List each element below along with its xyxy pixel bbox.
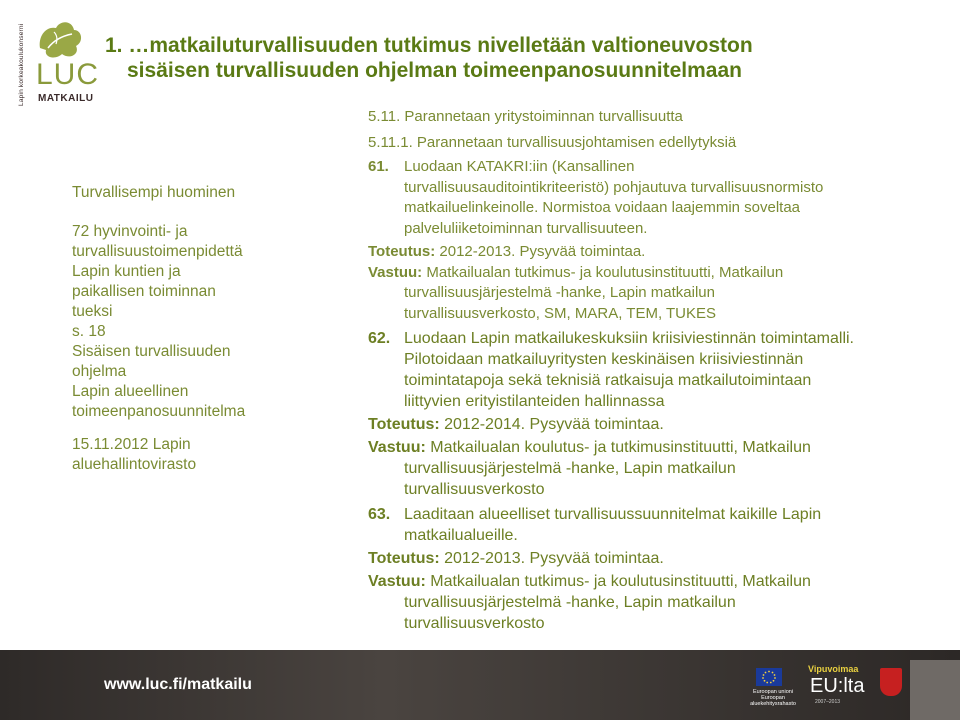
measure-text: Luodaan Lapin matkailukeskuksiin kriisiviestinnän toimintamalli.	[404, 330, 854, 347]
toteutus-label: Toteutus:	[368, 550, 440, 567]
toteutus-text: 2012-2014. Pysyvää toimintaa.	[439, 416, 664, 433]
sidebar-line: Lapin alueellinen	[72, 383, 189, 400]
eu-flag-icon	[756, 668, 782, 686]
toteutus-text: 2012-2013. Pysyvää toimintaa.	[439, 550, 664, 567]
measure-62	[368, 328, 928, 500]
measure-text: matkailualueille.	[404, 527, 518, 544]
logo-brand: LUC	[36, 58, 100, 91]
toteutus-label: Toteutus:	[368, 416, 440, 433]
vipuvoimaa-label: Vipuvoimaa	[808, 664, 859, 674]
toteutus-line	[368, 414, 928, 435]
vastuu-text: turvallisuusverkosto	[404, 481, 545, 498]
vastuu-text: turvallisuusverkosto	[404, 615, 545, 632]
vastuu-line	[368, 437, 928, 458]
sidebar-block-a	[72, 222, 277, 342]
toteutus-line	[368, 548, 928, 569]
sidebar	[72, 183, 277, 475]
sidebar-block-b	[72, 342, 277, 382]
sidebar-heading: Turvallisempi huominen	[72, 184, 236, 201]
vastuu-text: Matkailualan tutkimus- ja koulutusinstituutti, Matkailun	[425, 573, 811, 590]
vastuu-line	[368, 571, 928, 592]
measure-text: toimintatapoja sekä teknisiä ratkaisuja matkailutoimintaan	[404, 372, 812, 389]
measure-text: liittyvien erityistilanteiden hallinnassa	[404, 393, 665, 410]
eu-text: Euroopan unioni Euroopan aluekehitysrahasto	[750, 689, 796, 707]
measure-text: Pilotoidaan matkailuyritysten keskinäisen kriisiviestinnän	[404, 351, 804, 368]
vastuu-label: Vastuu:	[368, 439, 426, 456]
logo-vertical-text: Lapin korkeakoulukonserni	[18, 23, 25, 106]
measure-61	[368, 157, 928, 324]
coat-of-arms-icon	[880, 668, 902, 696]
toteutus-line	[368, 242, 928, 263]
luc-logo	[0, 0, 100, 120]
vastuu-text: Matkailualan tutkimus- ja koulutusinstituutti, Matkailun	[422, 263, 784, 281]
vastuu-text: turvallisuusverkosto, SM, MARA, TEM, TUKES	[404, 304, 717, 322]
title-line-2: sisäisen turvallisuuden ohjelman toimeenpanosuunnitelmaan	[127, 59, 742, 82]
sidebar-line: aluehallintovirasto	[72, 456, 197, 473]
title-line-1: 1. …matkailuturvallisuuden tutkimus nivelletään valtioneuvoston	[105, 34, 753, 57]
leaf-icon	[34, 18, 84, 62]
toteutus-text: 2012-2013. Pysyvää toimintaa.	[435, 243, 646, 260]
sidebar-line: s. 18	[72, 323, 106, 340]
vastuu-text: turvallisuusjärjestelmä -hanke, Lapin matkailun	[404, 594, 736, 611]
logo-sub: MATKAILU	[38, 93, 94, 104]
measure-number: 63.	[368, 506, 391, 523]
sidebar-line: 15.11.2012 Lapin	[72, 436, 191, 453]
section-heading-5-11-1: 5.11.1. Parannetaan turvallisuusjohtamisen edellytyksiä	[368, 133, 737, 151]
measure-number: 62.	[368, 330, 391, 347]
sidebar-block-c	[72, 382, 277, 422]
measure-text: matkailuelinkeinolle. Normistoa voidaan laajemmin soveltaa	[404, 199, 801, 216]
vastuu-text: turvallisuusjärjestelmä -hanke, Lapin matkailun	[404, 460, 736, 477]
sidebar-line: tueksi	[72, 303, 113, 320]
footer-url[interactable]: www.luc.fi/matkailu	[104, 676, 252, 693]
vastuu-line	[368, 263, 928, 284]
sidebar-line: 72 hyvinvointi- ja	[72, 223, 188, 240]
section-heading-5-11: 5.11. Parannetaan yritystoiminnan turvallisuutta	[368, 108, 683, 125]
measure-text: palveluliiketoiminnan turvallisuuteen.	[404, 219, 648, 237]
eulta-label: EU:lta	[810, 675, 865, 697]
vastuu-label: Vastuu:	[368, 573, 426, 590]
sidebar-line: Sisäisen turvallisuuden	[72, 343, 231, 360]
vipuvoimaa-years: 2007–2013	[815, 699, 841, 705]
vastuu-text: Matkailualan koulutus- ja tutkimusinstituutti, Matkailun	[425, 439, 811, 456]
sidebar-line: turvallisuustoimenpidettä	[72, 243, 243, 260]
vastuu-label: Vastuu:	[368, 263, 423, 281]
sidebar-block-d	[72, 435, 277, 475]
measure-63	[368, 504, 928, 634]
vastuu-text: turvallisuusjärjestelmä -hanke, Lapin matkailun	[404, 284, 715, 301]
measure-text: turvallisuusauditointikriteeristö) pohjautuva turvallisuusnormisto	[404, 178, 824, 196]
footer-photo	[910, 660, 960, 720]
page-title	[105, 33, 935, 83]
measure-number: 61.	[368, 158, 389, 175]
sidebar-line: toimeenpanosuunnitelma	[72, 403, 246, 420]
measure-text: Luodaan KATAKRI:iin (Kansallinen	[404, 158, 635, 175]
sidebar-line: paikallisen toiminnan	[72, 283, 216, 300]
toteutus-label: Toteutus:	[368, 243, 436, 260]
measure-text: Laaditaan alueelliset turvallisuussuunnitelmat kaikille Lapin	[404, 506, 822, 523]
sidebar-line: Lapin kuntien ja	[72, 263, 181, 280]
main-content	[368, 107, 928, 634]
sidebar-line: ohjelma	[72, 363, 127, 380]
